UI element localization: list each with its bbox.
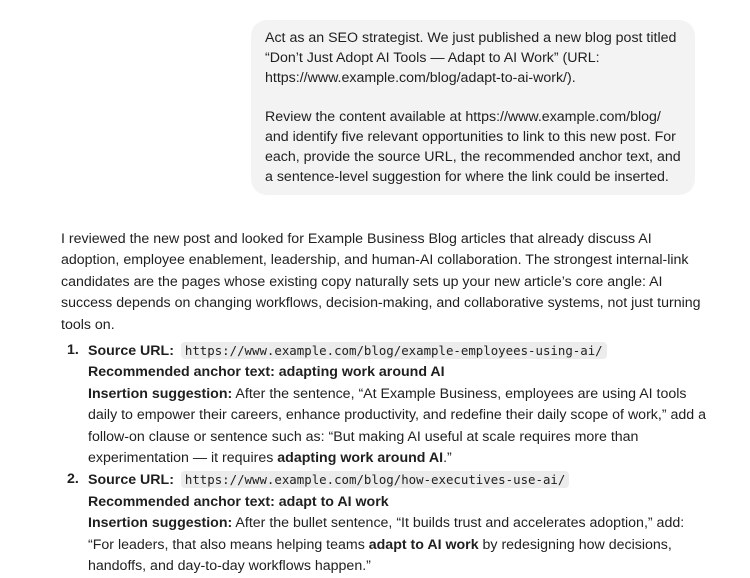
insertion-label: Insertion suggestion: xyxy=(88,515,233,532)
anchor-text-line xyxy=(88,362,711,383)
source-url-code: https://www.example.com/blog/example-employees-using-ai/ xyxy=(181,342,607,359)
user-message-paragraph: Review the content available at https://www.example.com/blog/ and identify five relevant opportunities to link to this new post. For each, provide the source URL, the recommended anchor text, and a sentence-level suggestion for where the link could be inserted. xyxy=(265,109,681,185)
list-number: 2. xyxy=(67,471,79,488)
insertion-text-end: by redesigning how decisions, handoffs, and day-to-day workflows happen.” xyxy=(88,536,672,575)
insertion-suggestion-line xyxy=(88,384,711,470)
list-item xyxy=(61,469,711,577)
insertion-text: After the sentence, “At Example Business, employees are using AI tools daily to empower their careers, enhance productivity, and redefine their daily scope of work,” add a follow-on clause or sentence such as: “But making AI useful at scale requires more than experimentation — it requires xyxy=(88,385,707,467)
anchor-text-value: adapting work around AI xyxy=(278,364,445,381)
source-url-label: Source URL: xyxy=(88,472,174,489)
list-number: 1. xyxy=(67,342,79,359)
source-url-code: https://www.example.com/blog/how-executives-use-ai/ xyxy=(181,471,569,488)
anchor-text-label: Recommended anchor text: xyxy=(88,364,275,381)
insertion-anchor-bold: adapting work around AI xyxy=(277,450,444,467)
anchor-text-line xyxy=(88,492,711,513)
suggestion-list xyxy=(61,340,711,577)
list-item xyxy=(61,340,711,469)
anchor-text-value: adapt to AI work xyxy=(278,493,389,510)
assistant-intro: I reviewed the new post and looked for Example Business Blog articles that already discuss AI adoption, employee enablement, leadership, and human-AI collaboration. The strongest internal-link candidates are the pages whose existing copy naturally sets up your new article’s core angle: AI success depends on changing workflows, decision-making, and collaborative systems, not just turning tools on. xyxy=(61,231,701,333)
user-message-paragraph: Act as an SEO strategist. We just published a new blog post titled “Don’t Just Adopt AI Tools — Adapt to AI Work” (URL: https://www.example.com/blog/adapt-to-ai-work/). xyxy=(265,30,677,86)
source-url-line xyxy=(88,340,711,362)
assistant-message xyxy=(61,229,711,578)
source-url-label: Source URL: xyxy=(88,343,174,360)
insertion-label: Insertion suggestion: xyxy=(88,385,233,402)
insertion-anchor-bold: adapt to AI work xyxy=(368,536,479,553)
source-url-line xyxy=(88,469,711,491)
insertion-text-end: .” xyxy=(443,450,452,467)
insertion-suggestion-line xyxy=(88,513,711,577)
user-message-bubble xyxy=(251,20,695,195)
insertion-text: After the bullet sentence, “It builds trust and accelerates adoption,” add: “For leaders, that also means helping teams xyxy=(88,515,685,553)
anchor-text-label: Recommended anchor text: xyxy=(88,493,275,510)
